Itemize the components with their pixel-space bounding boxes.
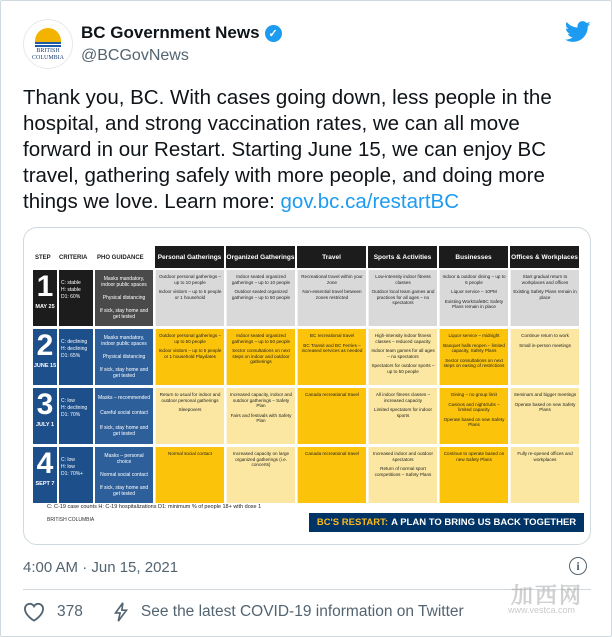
criteria-line: D1: 65% xyxy=(61,353,81,359)
tweet-text xyxy=(23,85,593,215)
activity-header: Businesses xyxy=(439,246,508,268)
pho-line: If sick, stay home and get tested xyxy=(99,366,149,379)
cell-line: Fully re-opened offices and workplaces xyxy=(517,451,573,462)
avatar-text-1: BRITISH xyxy=(36,48,60,54)
step-box xyxy=(33,270,57,326)
cell-line: Banquet halls reopen – limited capacity, Safety Plans xyxy=(443,342,505,354)
activity-cell xyxy=(226,329,295,385)
criteria-line: C: low xyxy=(61,398,75,404)
cell-line: Indoor & outdoor dining – up to 6 people xyxy=(442,274,506,285)
cell-line: Liquor service – 10PM xyxy=(451,289,497,295)
activity-cell xyxy=(226,270,295,326)
cell-line: Seminars and bigger meetings xyxy=(513,392,577,397)
step-box xyxy=(33,447,57,503)
cell-line: Outdoor local team games and practices for all ages – no spectators xyxy=(371,289,435,306)
divider xyxy=(23,589,591,590)
pho-line: Careful social contact xyxy=(100,409,148,416)
activity-cell xyxy=(368,270,437,326)
cell-line: Casinos and nightclubs – limited capacity xyxy=(448,401,500,413)
activity-cell xyxy=(226,388,295,444)
activity-cell xyxy=(439,388,508,444)
restart-infographic xyxy=(33,238,584,536)
activity-header: Travel xyxy=(297,246,366,268)
cell-line: Existing WorkSafeBC Safety Plans remain in place xyxy=(444,298,504,310)
activity-header: Personal Gatherings xyxy=(155,246,224,268)
cell-line: Sector consultations on next steps on easing of restrictions xyxy=(443,357,505,369)
activity-cell xyxy=(510,447,579,503)
criteria-line: D1: 70%+ xyxy=(61,471,84,477)
bolt-icon xyxy=(113,602,129,622)
step-date: JUNE 15 xyxy=(33,363,57,369)
col-header-criteria: CRITERIA xyxy=(59,255,88,261)
step-number: 4 xyxy=(36,447,54,480)
cell-line: Outdoor personal gatherings – up to 10 people xyxy=(158,274,222,285)
pho-guidance xyxy=(95,388,153,444)
pho-line: Masks – personal choice xyxy=(104,453,144,466)
activity-cell xyxy=(155,388,224,444)
col-header-pho: PHO GUIDANCE xyxy=(97,255,144,261)
cell-line: Non-essential travel between zones restricted xyxy=(302,289,362,300)
pho-line: Physical distancing xyxy=(102,353,146,360)
cell-line: Canada recreational travel xyxy=(305,451,359,456)
activity-cell xyxy=(368,329,437,385)
restart-banner xyxy=(309,513,584,532)
tweet-image[interactable] xyxy=(23,227,591,545)
cell-line: Operate based on new Safety Plans xyxy=(443,416,505,428)
pho-guidance xyxy=(95,447,153,503)
pho-line: Physical distancing xyxy=(102,294,146,301)
cell-line: Dining – no group limit xyxy=(451,392,497,397)
tweet-timestamp[interactable]: 4:00 AM · Jun 15, 2021 xyxy=(23,559,179,576)
cell-line: Return of normal sport competitions – Safety Plans xyxy=(374,466,432,477)
criteria-line: H: declining xyxy=(61,346,88,352)
tweet-actions xyxy=(23,599,591,625)
tweet-body: Thank you, BC. With cases going down, less people in the hospital, and strong vaccination rates, we can all move forward in our Restart. Starting June 15, we can enjoy BC travel, gathering safely with more people, and doing more things we love. Learn more: xyxy=(23,86,552,213)
cell-line: Return to usual for indoor and outdoor personal gatherings xyxy=(159,392,221,403)
cell-line: All indoor fitness classes – increased capacity xyxy=(375,392,431,403)
cell-line: Indoor visitors – up to 5 people or 1 household xyxy=(158,289,222,300)
pho-line: Masks mandatory, indoor public spaces xyxy=(101,276,147,289)
account-handle[interactable]: @BCGovNews xyxy=(81,47,189,64)
activity-header: Offices & Workplaces xyxy=(510,246,579,268)
criteria-line: C: stable xyxy=(61,280,81,286)
activity-cell xyxy=(439,270,508,326)
covid-info-link[interactable]: See the latest COVID-19 information on Twitter xyxy=(140,603,464,620)
cell-line: Existing Safety Plans remain in place xyxy=(513,289,577,300)
avatar-text-2: COLUMBIA xyxy=(31,55,64,61)
step-date: SEPT 7 xyxy=(35,481,55,487)
small-bc-logo: BRITISH COLUMBIA xyxy=(47,517,95,523)
cell-line: Outdoor personal gatherings – up to 50 people xyxy=(158,333,222,344)
account-name-row[interactable] xyxy=(81,23,282,43)
activity-cell xyxy=(226,447,295,503)
step-box xyxy=(33,388,57,444)
pho-line: Normal social contact xyxy=(100,471,148,478)
heart-icon[interactable] xyxy=(23,602,45,622)
activity-cell xyxy=(368,447,437,503)
cell-line: Spectators for outdoor sports – up to 50 people xyxy=(371,363,435,374)
activity-header: Organized Gatherings xyxy=(226,246,295,268)
pho-line: If sick, stay home and get tested xyxy=(99,307,149,320)
cell-line: Canada recreational travel xyxy=(305,392,359,397)
criteria-line: H: stable xyxy=(61,287,81,293)
criteria-line: D1: 60% xyxy=(61,294,81,300)
cell-line: Start gradual return to workplaces and offices xyxy=(521,274,569,285)
tweet-header xyxy=(23,19,593,69)
activity-cell xyxy=(155,270,224,326)
cell-line: High-intensity indoor fitness classes – reduced capacity xyxy=(374,333,432,344)
activity-cell xyxy=(297,270,366,326)
step-number: 1 xyxy=(36,270,54,303)
cell-line: Small in-person meetings xyxy=(519,342,571,348)
activity-cell xyxy=(510,270,579,326)
criteria-line: C: low xyxy=(61,457,75,463)
verified-badge-icon: ✓ xyxy=(265,25,282,42)
step-number: 3 xyxy=(36,388,54,421)
bc-logo-sun xyxy=(35,28,61,42)
watermark-main: 加西网 xyxy=(510,583,583,608)
activity-header: Sports & Activities xyxy=(368,246,437,268)
pho-line: If sick, stay home and get tested xyxy=(99,424,149,437)
activity-cell xyxy=(155,329,224,385)
cell-line: Increased capacity, indoor and outdoor gatherings – Safety Plan xyxy=(229,392,293,409)
cell-line: Normal social contact xyxy=(168,451,212,456)
col-header-step: STEP xyxy=(35,255,51,261)
cell-line: BC recreational travel xyxy=(309,333,355,338)
pho-line: Masks mandatory, indoor public spaces xyxy=(101,335,147,348)
pho-guidance xyxy=(95,270,153,326)
cell-line: Sector consultations on next steps on indoor and outdoor gatherings xyxy=(232,348,290,365)
step-criteria xyxy=(59,447,93,503)
cell-line: Limited spectators for indoor sports xyxy=(374,407,432,418)
cell-line: Sleepovers xyxy=(178,407,202,413)
like-count[interactable]: 378 xyxy=(57,603,83,620)
step-number: 2 xyxy=(36,329,54,362)
avatar[interactable] xyxy=(23,19,73,69)
cell-line: Continue return to work xyxy=(521,333,569,338)
cell-line: Increased indoor and outdoor spectators xyxy=(372,451,434,462)
watermark-sub: www.vestca.com xyxy=(507,605,575,615)
activity-cell xyxy=(297,388,366,444)
cell-line: Continue to operate based on new Safety Plans xyxy=(443,451,505,462)
step-date: JULY 1 xyxy=(35,422,55,428)
pho-line: Masks – recommended xyxy=(98,395,150,402)
step-box xyxy=(33,329,57,385)
activity-cell xyxy=(155,447,224,503)
cell-line: Increased capacity on large organized gatherings (i.e. concerts) xyxy=(232,451,290,468)
pho-guidance xyxy=(95,329,153,385)
banner-text: A PLAN TO BRING US BACK TOGETHER xyxy=(391,517,577,528)
cell-line: Indoor seated organized gatherings – up to 10 people xyxy=(231,274,291,285)
cell-line: BC Transit and BC Ferries – increased services as needed xyxy=(301,342,363,354)
cell-line: Operate based on new Safety Plans xyxy=(514,401,576,413)
info-icon[interactable]: i xyxy=(569,557,587,575)
banner-prefix: BC'S RESTART: xyxy=(316,517,389,528)
cell-line: Outdoor seated organized gatherings – up to 50 people xyxy=(231,289,291,300)
activity-cell xyxy=(368,388,437,444)
cell-line: Indoor visitors – up to 5 people or 1 household Playdates xyxy=(158,348,222,359)
activity-cell xyxy=(297,447,366,503)
cell-line: Liquor service – midnight xyxy=(448,333,500,338)
activity-cell xyxy=(439,447,508,503)
activity-cell xyxy=(510,388,579,444)
criteria-line: H: declining xyxy=(61,405,88,411)
account-name[interactable]: BC Government News xyxy=(81,23,260,42)
pho-line: If sick, stay home and get tested xyxy=(99,484,149,497)
activity-cell xyxy=(510,329,579,385)
cell-line: Indoor team games for all ages – no spectators xyxy=(371,348,435,359)
restart-link[interactable]: gov.bc.ca/restartBC xyxy=(280,190,460,213)
step-criteria xyxy=(59,270,93,326)
step-criteria xyxy=(59,329,93,385)
activity-cell xyxy=(297,329,366,385)
cell-line: Low-intensity indoor fitness classes xyxy=(375,274,431,285)
step-date: MAY 25 xyxy=(35,304,55,310)
twitter-bird-icon[interactable] xyxy=(565,21,591,43)
activity-cell xyxy=(439,329,508,385)
cell-line: Recreational travel within your zone xyxy=(301,274,363,285)
criteria-line: C: declining xyxy=(61,339,88,345)
step-criteria xyxy=(59,388,93,444)
legend: C: C-19 case counts H: C-19 hospitalizations D1: minimum % of people 18+ with dose 1 xyxy=(47,504,262,510)
criteria-line: D1: 70% xyxy=(61,412,81,418)
cell-line: Fairs and festivals with Safety Plan xyxy=(230,412,292,424)
criteria-line: H: low xyxy=(61,464,75,470)
cell-line: Indoor seated organized gatherings – up to 50 people xyxy=(231,333,291,344)
